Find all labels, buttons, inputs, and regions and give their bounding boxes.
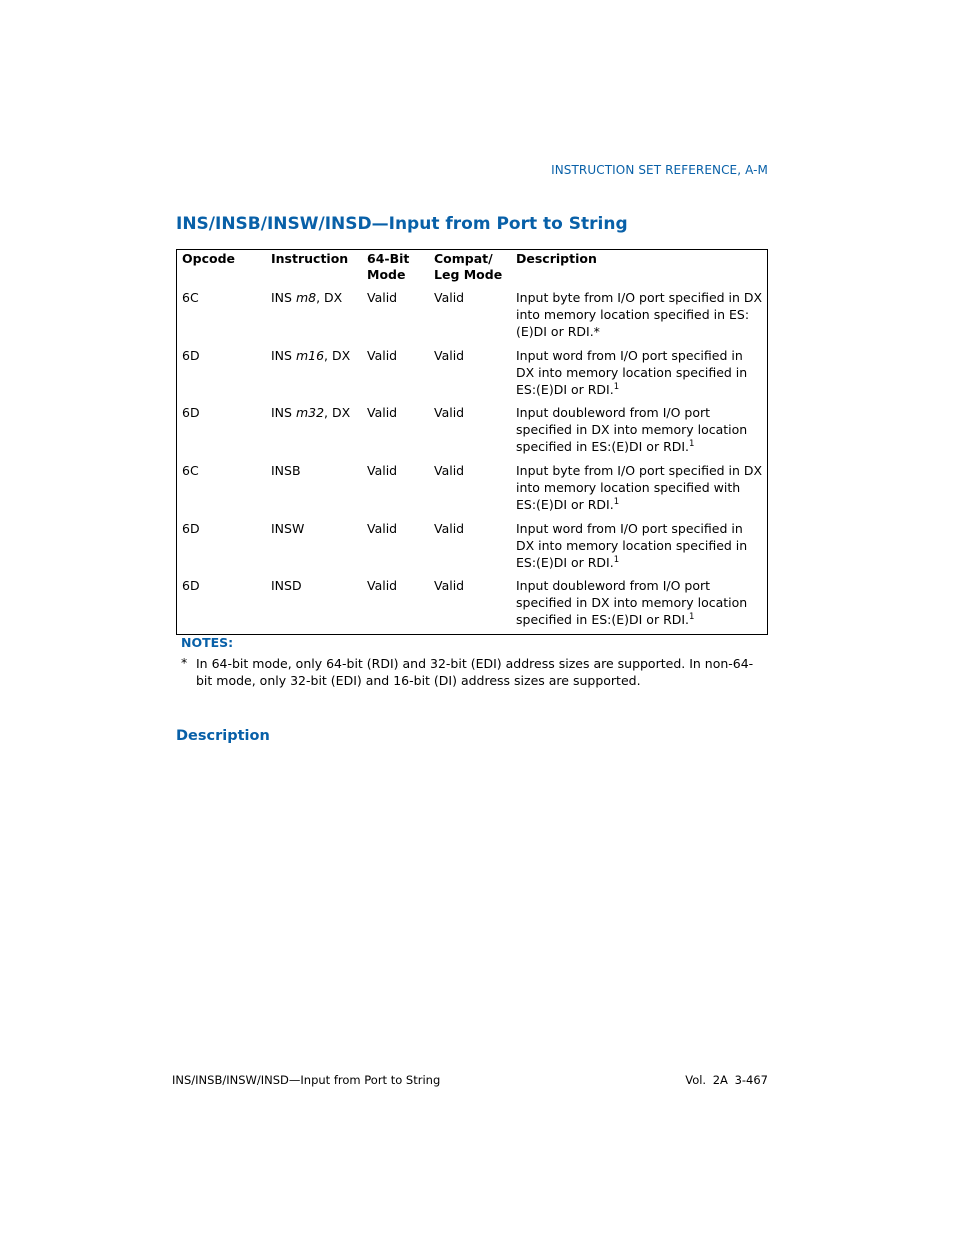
header-compat-line1: Compat/ xyxy=(434,251,493,266)
row-5-instruction: INSW xyxy=(271,521,305,536)
section-heading-description: Description xyxy=(176,728,270,744)
row-1-instruction: INS m8, DX xyxy=(271,290,343,305)
notes-label: NOTES: xyxy=(181,635,234,650)
row-2-opcode: 6D xyxy=(182,348,200,363)
row-5-compat: Valid xyxy=(434,521,465,536)
header-opcode: Opcode xyxy=(182,251,235,266)
row-1-description: Input byte from I/O port specified in DX into memory location specified in ES:(E)DI or RDI.* xyxy=(516,290,763,339)
page-title: INS/INSB/INSW/INSD—Input from Port to String xyxy=(176,214,628,234)
row-6-opcode: 6D xyxy=(182,578,200,593)
footer-title: INS/INSB/INSW/INSD—Input from Port to String xyxy=(172,1073,441,1087)
row-6-64bit: Valid xyxy=(367,578,398,593)
row-4-description: Input byte from I/O port specified in DX into memory location specified with ES:(E)DI or RDI.$^1$ xyxy=(516,463,763,512)
header-description: Description xyxy=(516,251,597,266)
header-compat-line2: Leg Mode xyxy=(434,267,503,282)
row-3-instruction: INS m32, DX xyxy=(271,405,351,420)
row-3-description: Input doubleword from I/O port specified in DX into memory location specified in ES:(E)DI or RDI.$^1$ xyxy=(516,405,748,454)
row-2-64bit: Valid xyxy=(367,348,398,363)
row-3-compat: Valid xyxy=(434,405,465,420)
note-asterisk: * xyxy=(181,655,188,670)
header-compat-mode xyxy=(434,251,502,283)
row-6-instruction: INSD xyxy=(271,578,302,593)
row-5-opcode: 6D xyxy=(182,521,200,536)
row-4-64bit: Valid xyxy=(367,463,398,478)
running-head: INSTRUCTION SET REFERENCE, A-M xyxy=(551,163,768,177)
row-4-compat: Valid xyxy=(434,463,465,478)
row-1-opcode: 6C xyxy=(182,290,199,305)
row-2-description: Input word from I/O port specified in DX into memory location specified in ES:(E)DI or RDI.$^1$ xyxy=(516,348,748,397)
row-3-opcode: 6D xyxy=(182,405,200,420)
row-2-instruction: INS m16, DX xyxy=(271,348,351,363)
header-64bit-line1: 64-Bit xyxy=(367,251,410,266)
row-6-compat: Valid xyxy=(434,578,465,593)
row-1-compat: Valid xyxy=(434,290,465,305)
header-instruction: Instruction xyxy=(271,251,349,266)
row-4-instruction: INSB xyxy=(271,463,301,478)
note-text: In 64-bit mode, only 64-bit (RDI) and 32-bit (EDI) address sizes are supported. In non-64-bit mode, only 32-bit (EDI) and 16-bit (DI) address sizes are supported. xyxy=(196,656,754,688)
row-5-description: Input word from I/O port specified in DX into memory location specified in ES:(E)DI or RDI.$^1$ xyxy=(516,521,748,570)
header-64bit-mode xyxy=(367,251,409,283)
row-6-description: Input doubleword from I/O port specified in DX into memory location specified in ES:(E)DI or RDI.$^1$ xyxy=(516,578,748,627)
header-64bit-line2: Mode xyxy=(367,267,406,282)
row-2-compat: Valid xyxy=(434,348,465,363)
row-5-64bit: Valid xyxy=(367,521,398,536)
opcode-table xyxy=(176,249,768,635)
footer-page-number: Vol. 2A 3-467 xyxy=(685,1073,768,1087)
row-1-64bit: Valid xyxy=(367,290,398,305)
row-3-64bit: Valid xyxy=(367,405,398,420)
row-4-opcode: 6C xyxy=(182,463,199,478)
